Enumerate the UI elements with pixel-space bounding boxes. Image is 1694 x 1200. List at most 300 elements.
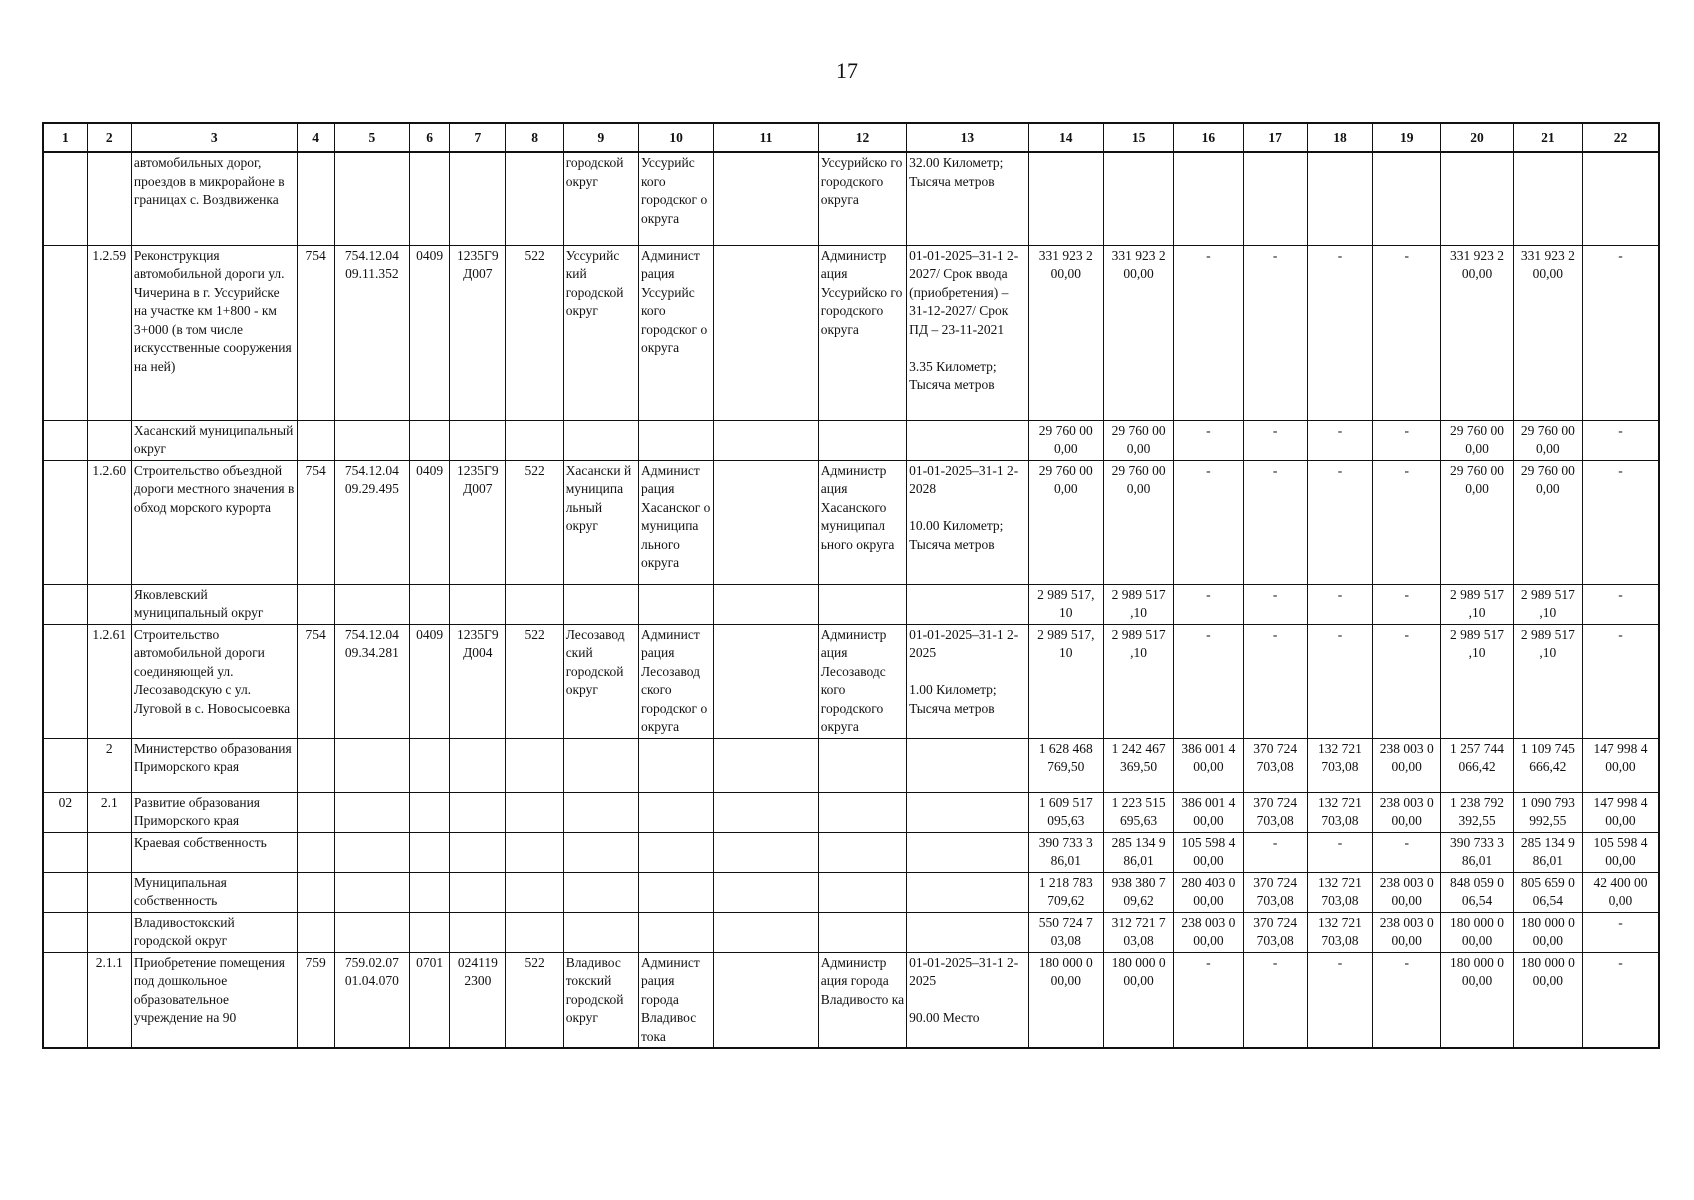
cell-col-7: 1235Г9 Д007: [450, 245, 506, 420]
cell-col-22: -: [1582, 245, 1659, 420]
cell-col-15: 285 134 9 86,01: [1103, 832, 1173, 872]
cell-col-20: 180 000 0 00,00: [1441, 952, 1513, 1048]
cell-col-20: 2 989 517 ,10: [1441, 584, 1513, 624]
cell-col-21: 2 989 517 ,10: [1513, 584, 1582, 624]
budget-table: [42, 122, 1660, 1049]
cell-col-3: Министерство образования Приморского края: [131, 738, 297, 792]
cell-col-6: [410, 912, 450, 952]
cell-col-17: -: [1243, 584, 1307, 624]
cell-col-17: -: [1243, 832, 1307, 872]
cell-col-21: 285 134 9 86,01: [1513, 832, 1582, 872]
table-row: [43, 152, 1659, 245]
cell-col-1: [43, 152, 87, 245]
cell-col-14: 2 989 517, 10: [1028, 584, 1103, 624]
cell-col-16: -: [1174, 584, 1243, 624]
cell-col-9: [563, 832, 638, 872]
cell-col-12: [818, 584, 906, 624]
cell-col-9: Владивос токский городской округ: [563, 952, 638, 1048]
cell-col-21: 331 923 2 00,00: [1513, 245, 1582, 420]
cell-col-11: [714, 832, 818, 872]
cell-col-21: [1513, 152, 1582, 245]
cell-col-3: Приобретение помещения под дошкольное образовательное учреждение на 90: [131, 952, 297, 1048]
cell-col-15: 331 923 2 00,00: [1103, 245, 1173, 420]
cell-col-8: [506, 872, 563, 912]
cell-col-19: -: [1373, 245, 1441, 420]
cell-col-13: [907, 420, 1029, 460]
cell-col-2: 2.1: [87, 792, 131, 832]
cell-col-12: Администр ация города Владивосто ка: [818, 952, 906, 1048]
cell-col-3: Хасанский муниципальный округ: [131, 420, 297, 460]
cell-col-17: -: [1243, 460, 1307, 584]
table-row: [43, 624, 1659, 738]
cell-col-14: 390 733 3 86,01: [1028, 832, 1103, 872]
page-number: 17: [836, 58, 858, 83]
cell-col-7: [450, 872, 506, 912]
cell-col-13: [907, 872, 1029, 912]
cell-col-1: [43, 872, 87, 912]
cell-col-14: 550 724 7 03,08: [1028, 912, 1103, 952]
cell-col-5: [334, 738, 409, 792]
cell-col-6: [410, 584, 450, 624]
cell-col-5: 754.12.04 09.11.352: [334, 245, 409, 420]
cell-col-5: 759.02.07 01.04.070: [334, 952, 409, 1048]
cell-col-18: [1307, 152, 1372, 245]
cell-col-11: [714, 624, 818, 738]
cell-col-5: [334, 420, 409, 460]
cell-col-16: 386 001 4 00,00: [1174, 738, 1243, 792]
col-header: 2: [87, 123, 131, 152]
cell-col-10: [639, 792, 714, 832]
cell-col-5: [334, 912, 409, 952]
cell-col-18: -: [1307, 624, 1372, 738]
cell-col-10: Админист рация Лесозавод ского городског о округа: [639, 624, 714, 738]
cell-col-14: 180 000 0 00,00: [1028, 952, 1103, 1048]
cell-col-16: 238 003 0 00,00: [1174, 912, 1243, 952]
cell-col-20: 848 059 0 06,54: [1441, 872, 1513, 912]
cell-col-1: [43, 738, 87, 792]
cell-col-15: 29 760 00 0,00: [1103, 460, 1173, 584]
cell-col-12: Администр ация Уссурийско го городского округа: [818, 245, 906, 420]
cell-col-14: 1 609 517 095,63: [1028, 792, 1103, 832]
cell-col-12: Администр ация Лесозаводс кого городского округа: [818, 624, 906, 738]
cell-col-19: [1373, 152, 1441, 245]
cell-col-4: 754: [297, 245, 334, 420]
cell-col-1: [43, 584, 87, 624]
cell-col-22: -: [1582, 584, 1659, 624]
cell-col-6: [410, 792, 450, 832]
cell-col-20: 29 760 00 0,00: [1441, 420, 1513, 460]
cell-col-9: Хасански й муниципа льный округ: [563, 460, 638, 584]
cell-col-6: 0409: [410, 624, 450, 738]
cell-col-17: 370 724 703,08: [1243, 792, 1307, 832]
cell-col-13: [907, 912, 1029, 952]
cell-col-17: 370 724 703,08: [1243, 912, 1307, 952]
cell-col-4: [297, 420, 334, 460]
cell-col-9: [563, 872, 638, 912]
cell-col-11: [714, 460, 818, 584]
cell-col-9: [563, 584, 638, 624]
cell-col-2: [87, 152, 131, 245]
cell-col-6: [410, 152, 450, 245]
cell-col-3: автомобильных дорог, проездов в микрорайоне в границах с. Воздвиженка: [131, 152, 297, 245]
cell-col-17: -: [1243, 952, 1307, 1048]
cell-col-3: Краевая собственность: [131, 832, 297, 872]
cell-col-12: [818, 912, 906, 952]
cell-col-22: -: [1582, 624, 1659, 738]
cell-col-7: [450, 584, 506, 624]
col-header: 17: [1243, 123, 1307, 152]
cell-col-21: 2 989 517 ,10: [1513, 624, 1582, 738]
cell-col-14: 331 923 2 00,00: [1028, 245, 1103, 420]
cell-col-17: 370 724 703,08: [1243, 872, 1307, 912]
cell-col-14: 1 218 783 709,62: [1028, 872, 1103, 912]
cell-col-10: [639, 912, 714, 952]
cell-col-19: -: [1373, 952, 1441, 1048]
cell-col-1: [43, 952, 87, 1048]
cell-col-9: Уссурийс кий городской округ: [563, 245, 638, 420]
cell-col-19: 238 003 0 00,00: [1373, 872, 1441, 912]
table-row: [43, 738, 1659, 792]
cell-col-21: 805 659 0 06,54: [1513, 872, 1582, 912]
cell-col-10: Админист рация города Владивос тока: [639, 952, 714, 1048]
cell-col-8: [506, 912, 563, 952]
cell-col-14: 1 628 468 769,50: [1028, 738, 1103, 792]
cell-col-8: 522: [506, 460, 563, 584]
cell-col-10: [639, 420, 714, 460]
cell-col-10: [639, 584, 714, 624]
col-header: 1: [43, 123, 87, 152]
col-header: 7: [450, 123, 506, 152]
cell-col-15: [1103, 152, 1173, 245]
cell-col-12: Уссурийско го городского округа: [818, 152, 906, 245]
cell-col-4: [297, 792, 334, 832]
cell-col-17: -: [1243, 245, 1307, 420]
cell-col-20: [1441, 152, 1513, 245]
cell-col-17: -: [1243, 420, 1307, 460]
col-header: 10: [639, 123, 714, 152]
cell-col-7: [450, 420, 506, 460]
cell-col-1: [43, 460, 87, 584]
cell-col-22: 42 400 00 0,00: [1582, 872, 1659, 912]
cell-col-13: [907, 832, 1029, 872]
cell-col-6: [410, 738, 450, 792]
cell-col-22: -: [1582, 912, 1659, 952]
cell-col-11: [714, 952, 818, 1048]
cell-col-18: -: [1307, 952, 1372, 1048]
cell-col-3: Яковлевский муниципальный округ: [131, 584, 297, 624]
table-row: [43, 872, 1659, 912]
cell-col-5: [334, 792, 409, 832]
cell-col-15: 180 000 0 00,00: [1103, 952, 1173, 1048]
cell-col-5: 754.12.04 09.34.281: [334, 624, 409, 738]
cell-col-3: Владивостокский городской округ: [131, 912, 297, 952]
cell-col-22: 147 998 4 00,00: [1582, 738, 1659, 792]
cell-col-2: 1.2.60: [87, 460, 131, 584]
cell-col-7: 1235Г9 Д007: [450, 460, 506, 584]
cell-col-5: [334, 832, 409, 872]
cell-col-18: 132 721 703,08: [1307, 792, 1372, 832]
cell-col-22: -: [1582, 952, 1659, 1048]
cell-col-10: [639, 832, 714, 872]
cell-col-11: [714, 912, 818, 952]
cell-col-21: 180 000 0 00,00: [1513, 912, 1582, 952]
cell-col-6: 0701: [410, 952, 450, 1048]
cell-col-10: [639, 738, 714, 792]
cell-col-11: [714, 245, 818, 420]
cell-col-7: [450, 912, 506, 952]
cell-col-4: 754: [297, 624, 334, 738]
cell-col-20: 1 257 744 066,42: [1441, 738, 1513, 792]
col-header: 13: [907, 123, 1029, 152]
cell-col-4: [297, 912, 334, 952]
cell-col-15: 1 242 467 369,50: [1103, 738, 1173, 792]
cell-col-13: 32.00 Километр; Тысяча метров: [907, 152, 1029, 245]
col-header: 3: [131, 123, 297, 152]
cell-col-12: [818, 832, 906, 872]
col-header: 16: [1174, 123, 1243, 152]
col-header: 15: [1103, 123, 1173, 152]
cell-col-16: -: [1174, 460, 1243, 584]
cell-col-1: 02: [43, 792, 87, 832]
cell-col-13: [907, 792, 1029, 832]
cell-col-2: 2: [87, 738, 131, 792]
cell-col-21: 180 000 0 00,00: [1513, 952, 1582, 1048]
cell-col-12: [818, 420, 906, 460]
cell-col-2: 2.1.1: [87, 952, 131, 1048]
cell-col-21: 1 109 745 666,42: [1513, 738, 1582, 792]
cell-col-7: 024119 2300: [450, 952, 506, 1048]
cell-col-3: Развитие образования Приморского края: [131, 792, 297, 832]
cell-col-22: -: [1582, 420, 1659, 460]
cell-col-21: 1 090 793 992,55: [1513, 792, 1582, 832]
cell-col-18: -: [1307, 460, 1372, 584]
cell-col-2: 1.2.59: [87, 245, 131, 420]
cell-col-1: [43, 912, 87, 952]
cell-col-13: [907, 584, 1029, 624]
cell-col-14: 29 760 00 0,00: [1028, 420, 1103, 460]
cell-col-19: 238 003 0 00,00: [1373, 738, 1441, 792]
cell-col-19: -: [1373, 624, 1441, 738]
cell-col-22: -: [1582, 460, 1659, 584]
cell-col-12: [818, 872, 906, 912]
cell-col-13: 01-01-2025–31-1 2-2028 10.00 Километр; Тысяча метров: [907, 460, 1029, 584]
cell-col-13: [907, 738, 1029, 792]
col-header: 9: [563, 123, 638, 152]
col-header: 6: [410, 123, 450, 152]
cell-col-18: 132 721 703,08: [1307, 738, 1372, 792]
cell-col-8: 522: [506, 952, 563, 1048]
cell-col-2: [87, 912, 131, 952]
cell-col-10: Уссурийс кого городског о округа: [639, 152, 714, 245]
cell-col-20: 180 000 0 00,00: [1441, 912, 1513, 952]
cell-col-2: 1.2.61: [87, 624, 131, 738]
cell-col-8: 522: [506, 245, 563, 420]
cell-col-19: -: [1373, 584, 1441, 624]
cell-col-16: -: [1174, 624, 1243, 738]
cell-col-17: [1243, 152, 1307, 245]
cell-col-11: [714, 584, 818, 624]
table-row: [43, 832, 1659, 872]
cell-col-16: [1174, 152, 1243, 245]
cell-col-19: -: [1373, 832, 1441, 872]
cell-col-6: [410, 872, 450, 912]
cell-col-9: [563, 912, 638, 952]
cell-col-22: 147 998 4 00,00: [1582, 792, 1659, 832]
cell-col-16: 386 001 4 00,00: [1174, 792, 1243, 832]
cell-col-17: 370 724 703,08: [1243, 738, 1307, 792]
cell-col-15: 2 989 517 ,10: [1103, 624, 1173, 738]
cell-col-9: городской округ: [563, 152, 638, 245]
cell-col-10: Админист рация Уссурийс кого городског о округа: [639, 245, 714, 420]
cell-col-5: [334, 872, 409, 912]
cell-col-21: 29 760 00 0,00: [1513, 460, 1582, 584]
cell-col-18: -: [1307, 832, 1372, 872]
cell-col-12: Администр ация Хасанского муниципал ьного округа: [818, 460, 906, 584]
cell-col-6: [410, 832, 450, 872]
cell-col-15: 29 760 00 0,00: [1103, 420, 1173, 460]
cell-col-10: [639, 872, 714, 912]
cell-col-8: [506, 152, 563, 245]
cell-col-6: 0409: [410, 245, 450, 420]
table-row: [43, 420, 1659, 460]
table-row: [43, 792, 1659, 832]
cell-col-1: [43, 624, 87, 738]
cell-col-4: [297, 872, 334, 912]
col-header: 20: [1441, 123, 1513, 152]
cell-col-15: 2 989 517 ,10: [1103, 584, 1173, 624]
cell-col-9: [563, 738, 638, 792]
cell-col-1: [43, 420, 87, 460]
table-row: [43, 912, 1659, 952]
cell-col-6: 0409: [410, 460, 450, 584]
cell-col-11: [714, 420, 818, 460]
cell-col-9: [563, 792, 638, 832]
cell-col-8: [506, 832, 563, 872]
col-header: 4: [297, 123, 334, 152]
cell-col-8: [506, 584, 563, 624]
cell-col-2: [87, 832, 131, 872]
cell-col-13: 01-01-2025–31-1 2-2025 1.00 Километр; Тысяча метров: [907, 624, 1029, 738]
cell-col-8: [506, 738, 563, 792]
cell-col-14: 29 760 00 0,00: [1028, 460, 1103, 584]
col-header: 21: [1513, 123, 1582, 152]
cell-col-16: -: [1174, 245, 1243, 420]
cell-col-5: [334, 584, 409, 624]
cell-col-8: [506, 792, 563, 832]
cell-col-22: [1582, 152, 1659, 245]
cell-col-4: [297, 832, 334, 872]
cell-col-15: 312 721 7 03,08: [1103, 912, 1173, 952]
cell-col-7: [450, 738, 506, 792]
col-header: 22: [1582, 123, 1659, 152]
cell-col-3: Строительство объездной дороги местного значения в обход морского курорта: [131, 460, 297, 584]
table-row: [43, 460, 1659, 584]
cell-col-14: [1028, 152, 1103, 245]
cell-col-7: [450, 832, 506, 872]
cell-col-12: [818, 738, 906, 792]
cell-col-10: Админист рация Хасанског о муниципа льного округа: [639, 460, 714, 584]
cell-col-19: -: [1373, 420, 1441, 460]
cell-col-4: [297, 152, 334, 245]
cell-col-3: Строительство автомобильной дороги соединяющей ул. Лесозаводскую с ул. Луговой в с. Новосысоевка: [131, 624, 297, 738]
col-header: 5: [334, 123, 409, 152]
cell-col-2: [87, 420, 131, 460]
cell-col-20: 29 760 00 0,00: [1441, 460, 1513, 584]
cell-col-11: [714, 738, 818, 792]
cell-col-8: 522: [506, 624, 563, 738]
cell-col-11: [714, 152, 818, 245]
table-row: [43, 584, 1659, 624]
col-header: 18: [1307, 123, 1372, 152]
cell-col-20: 331 923 2 00,00: [1441, 245, 1513, 420]
cell-col-9: [563, 420, 638, 460]
cell-col-7: [450, 792, 506, 832]
cell-col-13: 01-01-2025–31-1 2-2025 90.00 Место: [907, 952, 1029, 1048]
col-header: 12: [818, 123, 906, 152]
cell-col-7: [450, 152, 506, 245]
col-header: 19: [1373, 123, 1441, 152]
cell-col-13: 01-01-2025–31-1 2-2027/ Срок ввода (приобретения) – 31-12-2027/ Срок ПД – 23-11-2021 3.35 Километр; Тысяча метров: [907, 245, 1029, 420]
cell-col-16: 280 403 0 00,00: [1174, 872, 1243, 912]
cell-col-15: 938 380 7 09,62: [1103, 872, 1173, 912]
cell-col-16: -: [1174, 952, 1243, 1048]
cell-col-8: [506, 420, 563, 460]
cell-col-5: 754.12.04 09.29.495: [334, 460, 409, 584]
cell-col-1: [43, 245, 87, 420]
cell-col-4: 754: [297, 460, 334, 584]
cell-col-15: 1 223 515 695,63: [1103, 792, 1173, 832]
cell-col-18: 132 721 703,08: [1307, 912, 1372, 952]
cell-col-22: 105 598 4 00,00: [1582, 832, 1659, 872]
cell-col-18: -: [1307, 584, 1372, 624]
cell-col-18: 132 721 703,08: [1307, 872, 1372, 912]
cell-col-3: Реконструкция автомобильной дороги ул. Чичерина в г. Уссурийске на участке км 1+800 - км 3+000 (в том числе искусственные сооружения на ней): [131, 245, 297, 420]
cell-col-11: [714, 872, 818, 912]
col-header: 14: [1028, 123, 1103, 152]
cell-col-20: 1 238 792 392,55: [1441, 792, 1513, 832]
cell-col-18: -: [1307, 245, 1372, 420]
cell-col-16: -: [1174, 420, 1243, 460]
cell-col-3: Муниципальная собственность: [131, 872, 297, 912]
cell-col-18: -: [1307, 420, 1372, 460]
cell-col-12: [818, 792, 906, 832]
cell-col-4: 759: [297, 952, 334, 1048]
col-header: 11: [714, 123, 818, 152]
cell-col-21: 29 760 00 0,00: [1513, 420, 1582, 460]
table-row: [43, 952, 1659, 1048]
cell-col-4: [297, 584, 334, 624]
cell-col-9: Лесозавод ский городской округ: [563, 624, 638, 738]
cell-col-4: [297, 738, 334, 792]
cell-col-2: [87, 584, 131, 624]
cell-col-19: -: [1373, 460, 1441, 584]
cell-col-6: [410, 420, 450, 460]
cell-col-17: -: [1243, 624, 1307, 738]
cell-col-7: 1235Г9 Д004: [450, 624, 506, 738]
header-row: [43, 123, 1659, 152]
cell-col-5: [334, 152, 409, 245]
cell-col-11: [714, 792, 818, 832]
cell-col-20: 2 989 517 ,10: [1441, 624, 1513, 738]
cell-col-19: 238 003 0 00,00: [1373, 912, 1441, 952]
table-row: [43, 245, 1659, 420]
cell-col-20: 390 733 3 86,01: [1441, 832, 1513, 872]
cell-col-16: 105 598 4 00,00: [1174, 832, 1243, 872]
cell-col-14: 2 989 517, 10: [1028, 624, 1103, 738]
cell-col-19: 238 003 0 00,00: [1373, 792, 1441, 832]
col-header: 8: [506, 123, 563, 152]
cell-col-2: [87, 872, 131, 912]
